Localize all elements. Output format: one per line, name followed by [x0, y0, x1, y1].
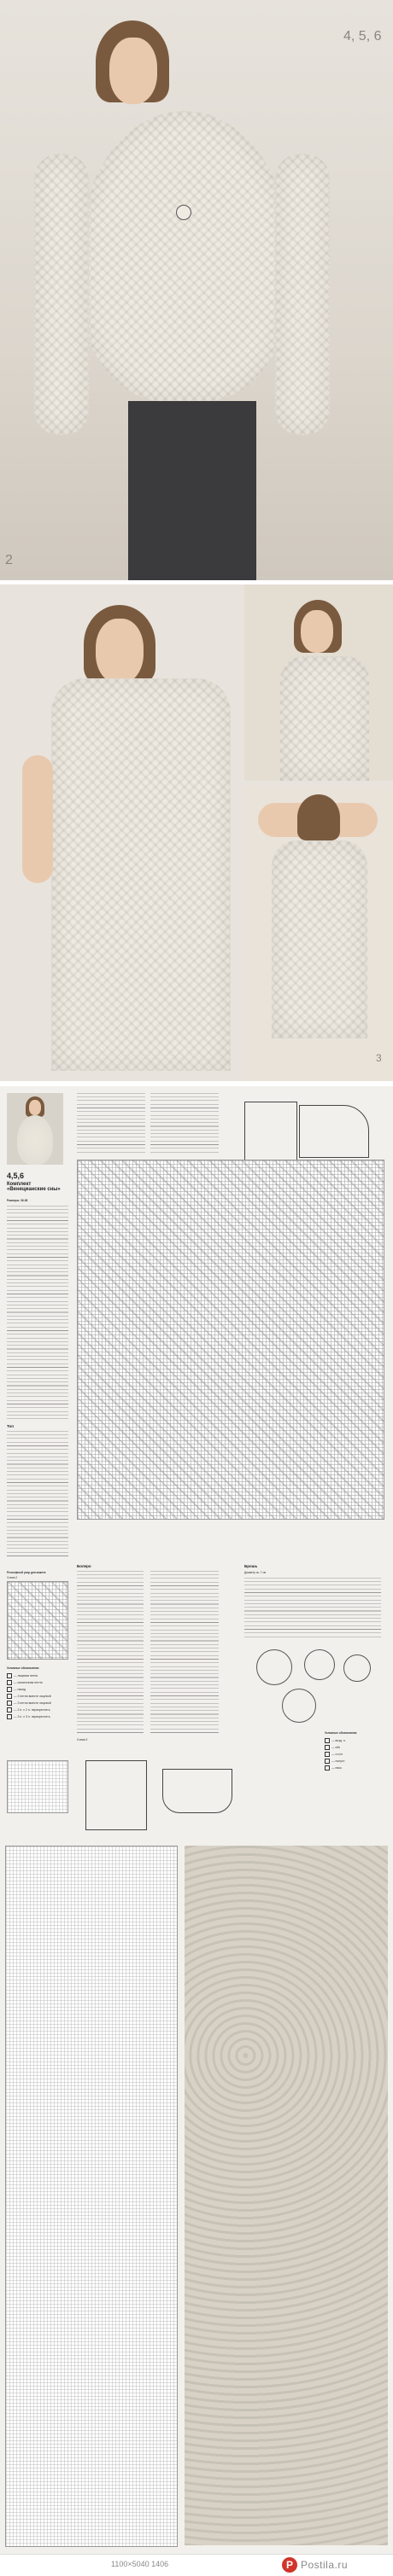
instructions-column-2 — [77, 1093, 145, 1154]
schematic-top — [162, 1769, 232, 1813]
legend-title: Условные обозначения: — [7, 1666, 40, 1670]
photo-model-top — [0, 584, 393, 1081]
knitting-chart-bottom — [5, 1846, 178, 2547]
photo-top-back — [244, 786, 393, 1081]
cardigan-right-sleeve — [275, 154, 330, 435]
section-brooch-heading: Брошь — [244, 1564, 258, 1568]
model-face — [109, 38, 157, 104]
thumbnail-photo — [7, 1093, 63, 1165]
schematic-sleeve — [299, 1105, 369, 1158]
knitting-chart-large — [77, 1160, 384, 1520]
article-number: 4,5,6 — [7, 1172, 25, 1180]
postila-brand: Postila.ru — [301, 2559, 349, 2571]
instructions-brooch — [244, 1578, 381, 1637]
brooch-diagram-4 — [282, 1689, 316, 1723]
page-number-left: 2 — [5, 553, 13, 567]
brooch-size: Диаметр ок. 7 см — [244, 1571, 267, 1574]
knit-swatch-photo — [185, 1846, 388, 2545]
section-top-heading: Топ — [7, 1424, 14, 1428]
sizes-line: Размеры: 36-38 — [7, 1199, 28, 1202]
postila-link[interactable] — [282, 2557, 384, 2573]
image-source-size: 1100×5040 1406 — [111, 2560, 169, 2568]
page-number-top: 4, 5, 6 — [343, 29, 382, 44]
instructions-column-1 — [7, 1206, 68, 1419]
instructions-bolero-2 — [150, 1571, 219, 1733]
pattern-page: 4,5,6 Комплект «Венецианские сны» Размеры: 36-38 Топ Рельефный узор для жакета Схема 2 Условные обозначения: — лицевая петля — изнаночная петля — накид — 2 петли вместе лицевой — 3 петли вместе лицевой — 2 п. с 2 п. перекрестить — 3 п. с 3 п. перекрестить Болеро Брошь Диаметр ок. 7 см Условные обозначения: — возд. п. — сбн — ст.с/н — полуст. — пико Схема 3 — [0, 1086, 393, 2554]
relief-label: Рельефный узор для жакета — [7, 1571, 46, 1574]
photo-top-side — [244, 584, 393, 781]
article-title: Комплект «Венецианские сны» — [7, 1182, 61, 1192]
page-number-corner: 3 — [376, 1052, 382, 1064]
schematic-bolero — [85, 1760, 147, 1830]
instructions-bolero-1 — [77, 1571, 144, 1733]
brooch-flower — [176, 205, 191, 220]
brooch-legend-title: Условные обозначения: — [325, 1731, 358, 1735]
model2-arm — [22, 755, 53, 883]
cardigan-left-sleeve — [34, 154, 89, 435]
brooch-diagram-2 — [304, 1649, 335, 1680]
top-garment-front — [51, 678, 231, 1071]
brooch-diagram-1 — [256, 1649, 292, 1685]
postila-logo-icon: P — [282, 2557, 297, 2573]
scheme3-label: Схема 3 — [77, 1738, 88, 1742]
instructions-column-3 — [150, 1093, 219, 1154]
model2-face — [96, 619, 144, 683]
knitting-chart-small — [7, 1760, 68, 1813]
section-bolero-heading: Болеро — [77, 1564, 91, 1568]
model-pants — [128, 401, 256, 580]
photo-model-cardigan — [0, 0, 393, 580]
scheme2-label: Схема 2 — [7, 1576, 18, 1579]
cardigan-garment — [79, 111, 290, 401]
footer-bar — [0, 2554, 393, 2576]
instructions-top — [7, 1431, 68, 1559]
knitting-chart-relief — [7, 1581, 68, 1660]
brooch-diagram-3 — [343, 1654, 371, 1682]
